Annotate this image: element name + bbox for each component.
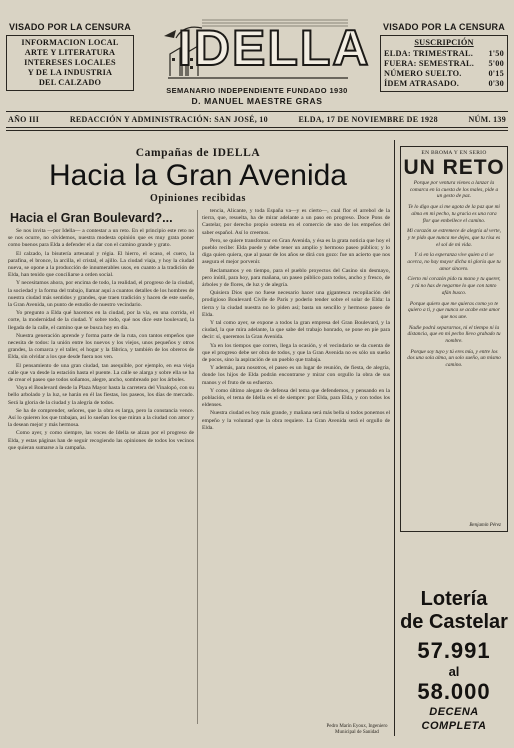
subscription-price: 1'50 <box>488 49 504 58</box>
subscription-row <box>384 79 504 89</box>
paragraph: Y necesitamos ahora, por encima de todo, la realidad, el progreso de la ciudad, la sociedad y la forma del trabajo, llamar aquí a cuantos detalles de los hombres de nuestra ciudad más sentidos y grandes, que traen tradición y hacen de este sueño, la Gran Avenida, un punto de estudio de nuestro vecindario. <box>8 280 194 309</box>
paragraph: Pero, se quiere transformar en Gran Avenida, y ésa es la grata noticia que hoy el pueblo recibe: Elda puede y debe tener un amplio y hermoso paseo público; y lo diga quien quiera, que al pasar de los años se dirá con gozo: fue un acierto que nos asegura el mejor porvenir. <box>202 237 390 266</box>
paragraph: Se nos invita —por Idella— a contestar a un reto. En el principio este reto no se nos ocurre, no olvidemos, nuestra modesta opinión que es muy grata poner como buenos para Elda a defender el a dar con el camino grande y grato. <box>8 228 194 249</box>
paragraph: Y tal como ayer, se expone a todos la gran empresa del Gran Boulevard, y la ciudad, la que mira adelante, la que sabe del trabajo honrado, se pone en pie para decir: sí, queremos la Gran Avenida. <box>202 320 390 341</box>
lottery-connector: al <box>448 664 460 679</box>
subscription-price: 5'00 <box>488 59 504 68</box>
poem-stanza: Cierto mi corazón pido tu mano y tu querer, y tú no has de negarme lo que con tanto afán busco. <box>407 276 501 296</box>
poem-stanza: Te lo digo que si me agota de la paz que mi alma en mi pecho, tu gracia es una rara flor que embellece el camino. <box>408 204 500 224</box>
topic-line: ARTE Y LITERATURA <box>24 48 116 57</box>
topic-line: INFORMACION LOCAL <box>21 38 119 47</box>
topic-line: Y DE LA INDUSTRIA <box>27 68 113 77</box>
paragraph: Nuestra generación aprende y forma parte de la ruta, con tantos empeños que necesita de todos: la unión entre los nuevos y los viejos, unos pequeños y otros grandes, la comarca y el taller, el hogar y la fábrica, y también de los obreros de Elda, sin olvidar a los que desde fuera nos ven. <box>8 332 194 361</box>
subscription-price: 0'30 <box>488 79 504 88</box>
paragraph: Quisiera Dios que no fuese necesario hacer una gigantesca recopilación del prodigioso Boulevard Civile de París y poderlo tender sobre el solar de Elda: la tierra y la ciudad nuestra no lo piden así; basta un sencillo y hermoso paseo de Elda. <box>202 290 390 318</box>
subscription-row <box>384 59 504 69</box>
issue-info-row <box>8 113 506 125</box>
section-heading: Campañas de IDELLA <box>135 147 261 159</box>
subscription-title: SUSCRIPCIÓN <box>414 38 474 47</box>
reto-poem <box>401 180 507 510</box>
poem-stanza: Porque soy tuyo y tú eres mía, y entre los dos una sola alma, un solo sueño, un mismo camino. <box>407 348 501 369</box>
subscription-box <box>380 35 508 92</box>
sidebar-divider <box>394 140 395 736</box>
paragraph: Yo pregunto a Elda qué hacemos en la ciudad, por la vía, en una corrida, el corte, la modernidad de la ciudad. Y sobre todo, qué nos dice este boulevard, la llegada de la calle, el camino que se busca hoy en día. <box>8 310 194 331</box>
topic-line: INTERESES LOCALES <box>24 58 116 67</box>
paragraph: Ya en los tiempos que corren, llega la ocasión, y el vecindario se da cuenta de que el progreso debe ser obra de todos, y que la Gran Avenida no es sólo un sueño de pocos, sino la aspiración de un pueblo que trabaja. <box>202 342 390 364</box>
article-column-left <box>8 228 194 728</box>
divider <box>6 127 508 128</box>
subscription-label: NÚMERO SUELTO. <box>384 69 462 78</box>
subscription-row <box>384 49 504 59</box>
poem-stanza: Mi corazón se estremece de alegría al verte, y te pido que nunca me dejes, que tu risa es el sol de mi vida. <box>407 228 501 248</box>
lottery-subtitle: de Castelar <box>400 611 508 633</box>
issue-number: NÚM. 139 <box>468 114 506 124</box>
poem-stanza: Nadie podrá separarnos, ni el tiempo ni la distancia, que en mi pecho llevo grabado tu nombre. <box>407 324 501 345</box>
subscription-price: 0'15 <box>488 69 504 78</box>
topic-line: DEL CALZADO <box>38 78 102 87</box>
issue-date: ELDA, 17 DE NOVIEMBRE DE 1928 <box>298 114 438 124</box>
divider <box>6 111 508 112</box>
masthead-title: IDELLA <box>178 20 371 76</box>
censorship-tag-left: VISADO POR LA CENSURA <box>9 22 131 32</box>
paragraph: Y como último alegato de defensa del tema que defendemos, y pensando en la población, el tema de Idella es el de siempre: por Elda, para Elda, y con todos los eldenses. <box>202 387 390 409</box>
headline-subhead: Opiniones recibidas <box>150 193 246 204</box>
subscription-label: ELDA: TRIMESTRAL. <box>384 49 473 58</box>
poem-stanza: Porque por ventura vienes a lanzar la comarca en la cuesta de los males, pide a un gesto de paz. <box>409 180 499 200</box>
paragraph: Reclamamos y en tiempo, para el pueblo proyectos del Casino sin desmayo, pero inútil, para hoy, para mañana, un paseo público para todos, ancho y fresco, de árboles y de flores, de luz y de alegría. <box>202 267 390 289</box>
divider <box>6 130 508 131</box>
paragraph: El calzado, la bisutería artesanal y régia. El hierro, el ocaso, el cuero, la parafina, el bronce, la arcilla, el cristal, el ajillo. La ciudad viaja, y hoy la ciudad nueva, se opone a la producción de innumerables usos, en cuanto a la tradición de Elda, han tenido que conciliarse a orden social. <box>8 250 194 279</box>
poem-stanza: Y si en la esperanza vive quien a ti se acerca, no hay mayor dicha ni gloria que tu amor sincero. <box>407 252 501 272</box>
main-headline: Hacia la Gran Avenida <box>49 159 347 192</box>
poem-stanza: Porque quiero que me quieras como yo te quiero a ti, y que nunca se acabe este amor que nos une. <box>408 300 500 320</box>
issue-address: REDACCIÓN Y ADMINISTRACIÓN: SAN JOSÉ, 10 <box>69 114 268 124</box>
lottery-number-start: 57.991 <box>417 638 491 663</box>
masthead-subtitle: SEMANARIO INDEPENDIENTE FUNDADO 1930 <box>166 86 348 95</box>
masthead-right <box>380 22 508 92</box>
paragraph: El pensamiento de una gran ciudad, tan asequible, por ejemplo, en esa vieja calle que va desde la estación hasta el puente. La calle se alarga y sobre ella se ha de crear el paseo que todos soñamos, alegre, ancho, sombreado por los árboles. <box>8 362 194 384</box>
paragraph: Nuestra ciudad es hoy más grande, y mañana será más bella si todos ponemos el empeño y la voluntad que la obra requiere. La Gran Avenida será el orgullo de Elda. <box>202 410 390 431</box>
paragraph: Se ha de comprender, señores, que la obra es larga, pero la constancia vence. Así lo quieren los que trabajan, así lo sueñan los que miran a la ciudad con amor y la desean mejor y más hermosa. <box>8 407 194 429</box>
paragraph: Y además, para nosotros, el paseo es un lugar de reunión, de fiesta, de alegría, donde los hijos de Elda podrán encontrarse y mirar con orgullo la obra de sus manos y el fruto de su esfuerzo. <box>202 365 390 386</box>
issue-year: AÑO III <box>8 114 40 124</box>
column-divider <box>197 210 198 724</box>
subscription-row <box>384 69 504 79</box>
lottery-ad <box>398 588 510 733</box>
masthead-left <box>6 22 134 91</box>
lottery-number-end: 58.000 <box>417 679 491 704</box>
paragraph: Vaya el Boulevard desde la Plaza Mayor hasta la carretera del Vinalopó, con su bello arbolado y la luz, se harán en él las fiestas, los paseos, los días de mercado. Será la gloria de la ciudad y la alegría de todos. <box>8 385 194 406</box>
article-subheading: Hacia el Gran Boulevard?... <box>10 211 173 225</box>
reto-signature: Benjamín Pérez <box>469 523 501 528</box>
reto-kicker: EN BROMA Y EN SERIO <box>421 150 487 156</box>
censorship-tag-right: VISADO POR LA CENSURA <box>383 22 505 32</box>
subscription-label: FUERA: SEMESTRAL. <box>384 59 475 68</box>
paragraph: Como ayer, y como siempre, las voces de Idella se alzan por el progreso de Elda, y estas páginas han de seguir recogiendo las opiniones de todos los vecinos que quieran sumarse a la campaña. <box>8 430 194 451</box>
article-signature: Pedro Marín Eyoux, Ingeniero Municipal de Sanidad <box>326 724 388 735</box>
paragraph: tencia, Alicante, y toda España va—y es cierto—, cual flor el arrebol de la tierra, que, resuelta, ha de mirar adelante a un paso en progreso. Doce Pons de Castelar, por derecho propio ostenta en el comercio de uno de los empeños del saber español. Así lo creemos. <box>202 208 390 236</box>
subscription-label: ÍDEM ATRASADO. <box>384 79 460 88</box>
reto-title: UN RETO <box>403 156 505 179</box>
lottery-footer: DECENA COMPLETA <box>421 706 487 732</box>
reto-box <box>400 146 508 532</box>
lottery-title: Lotería <box>420 588 488 610</box>
masthead-center <box>142 10 372 110</box>
topics-box <box>6 35 134 91</box>
masthead-director: D. MANUEL MAESTRE GRAS <box>191 96 323 106</box>
article-column-right <box>202 208 390 726</box>
